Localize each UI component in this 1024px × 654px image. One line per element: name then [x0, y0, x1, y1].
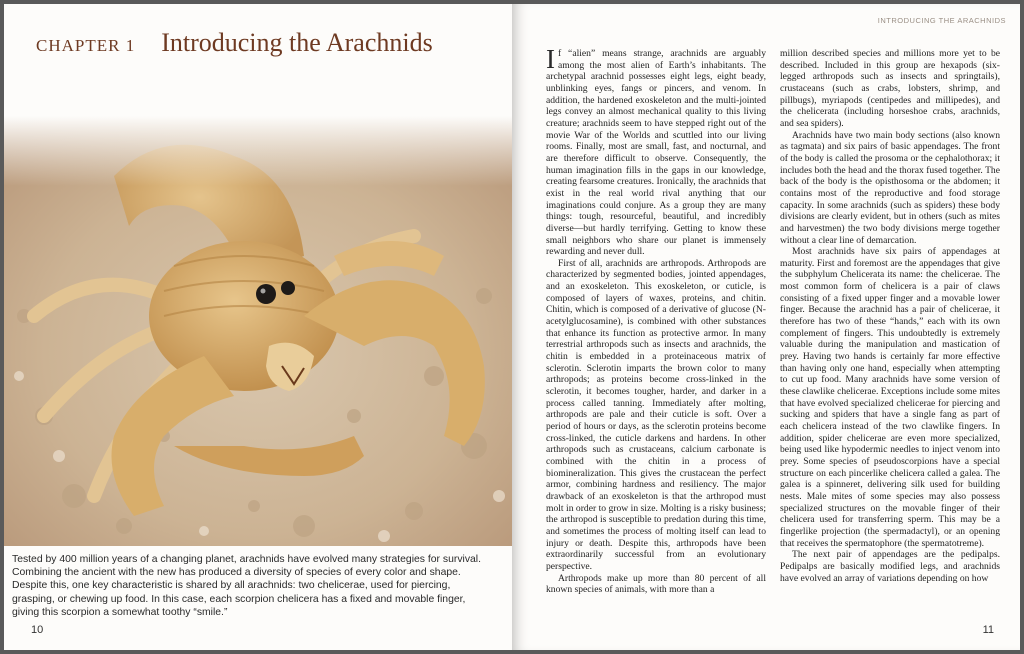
paragraph: If “alien” means strange, arachnids are arguably among the most alien of Earth’s inhabitants. The archetypal arachnid possesses eight legs, eight beady, unblinking eyes, fangs or pincers, and venom. In addition, the hardened exoskeleton and the multi-jointed legs convey an almost mechanical quality to this living creature; arachnids seem to have stepped right out of the movie War of the Worlds and scuttled into our living rooms. Finally, most are small, fast, and nocturnal, and are therefore difficult to observe. Consequently, the human imagination fills in the gaps in our knowledge, creating fearsome creatures. Ironically, the arachnids that exist in the real world rival anything that our imaginations could conjure. As a group they are many things: tough, resourceful, beautiful, and incredibly diverse—but hardly terrifying. Getting to know these small neighbors who share our planet is immensely rewarding and never dull.	[546, 44, 766, 258]
right-page	[512, 4, 1020, 650]
paragraph: Most arachnids have six pairs of appendages at maturity. First and foremost are the appendages that give the subphylum Chelicerata its name: the chelicerae. The most common form of chelicera is a pair of claws consisting of a fixed upper finger and a movable lower finger. Because the arachnid has a pair of chelicerae, it therefore has two of these “hands,” each with its own complement of fingers. This undoubtedly is extremely valuable during the manipulation and mastication of prey. Having two hands is certainly far more effective than having only one hand, especially when attempting to cut up food. Many arachnids have some version of these clawlike chelicerae. Exceptions include some mites that have evolved specialized chelicerae for piercing and sucking and spiders that have a single fang as part of each chelicera instead of the two clawlike fingers. In addition, spider chelicerae are even more specialized, being used like hypodermic needles to inject venom into prey. Some species of pseudoscorpions have a special structure on each pincerlike chelicera called a galea. The galea is a spinneret, delivering silk used for building nests. Male mites of some species may also possess specialized structures on the movable finger of their chelicera used for transferring sperm. This may be a fingerlike projection (the spermadactyl), or an opening that receives the spermatophore (the spermatotreme).	[780, 246, 1000, 549]
text-column-1	[546, 44, 766, 596]
chapter-title: Introducing the Arachnids	[161, 28, 433, 57]
paragraph: Arthropods make up more than 80 percent of all known species of animals, with more than a	[546, 572, 766, 596]
scorpion-photo	[4, 116, 512, 546]
page-number-right: 11	[982, 624, 994, 636]
paragraph: Arachnids have two main body sections (also known as tagmata) and six pairs of basic appendages. The front of the body is called the prosoma or the cephalothorax; it includes both the head and the thorax fused together. The back of the body is the opisthosoma or the abdomen; it contains most of the reproductive and food storage capacity. In some arachnids (such as spiders) these body divisions are clearly evident, but in others (such as mites and harvestmen) the two body divisions merge together without a clear line of demarcation.	[780, 129, 1000, 246]
photo-caption: Tested by 400 million years of a changing planet, arachnids have evolved many strategies for survival. Combining the ancient with the new has produced a diversity of species of every color and shape. Despite this, one key characteristic is shared by all arachnids: two chelicerae, used for piercing, grasping, or chewing up food. In this case, each scorpion chelicera has a fixed and movable finger, giving this scorpion a somewhat toothy “smile.”	[12, 554, 481, 618]
drop-cap: I	[546, 44, 555, 74]
chapter-label: CHAPTER 1	[36, 36, 136, 55]
running-header: INTRODUCING THE ARACHNIDS	[877, 16, 1006, 25]
chapter-heading	[36, 28, 433, 58]
text-column-2	[780, 48, 1000, 584]
paragraph: million described species and millions more yet to be described. Included in this group are hexapods (six-legged arthropods such as insects and springtails), crustaceans (such as crabs, lobsters, shrimp, and pillbugs), myriapods (centipedes and millipedes), and the chelicerata (including horseshoe crabs, arachnids, and sea spiders).	[780, 48, 1000, 129]
paragraph: The next pair of appendages are the pedipalps. Pedipalps are basically modified legs, and arachnids have evolved an array of variations depending on how	[780, 549, 1000, 584]
left-page	[4, 4, 512, 650]
paragraph: First of all, arachnids are arthropods. Arthropods are characterized by segmented bodies, jointed appendages, and an exoskeleton. This exoskeleton, or cuticle, is composed of layers of waxes, proteins, and chitin. Chitin, which is composed of a derivative of glucose (N-acetylglucosamine), is combined with other substances that enhance its function as protective armor. In many terrestrial arthropods such as insects and arachnids, the chitin is embedded in a proteinaceous matrix of sclerotin. Sclerotin imparts the brown color to many arthropods; as proteins become cross-linked in the sclerotin, it becomes tougher, harder, and darker in a process called tanning. Immediately after molting, arthropods are pale and their cuticle is soft. Over a period of hours or days, as the sclerotin proteins become cross-linked, the cuticle darkens and hardens. In other arthropods such as crustaceans, calcium carbonate is combined with the chitin in a process of biomineralization. This gives the crustacean the perfect armor, combining hardness and resiliency. The major drawback of an exoskeleton is that the arthropod must molt in order to grow in size. Molting is a risky business; the arthropod is susceptible to predation during this time, and sometimes the process of molting itself can lead to injury or death. Despite this, arthropods have been extraordinarily successful from an evolutionary perspective.	[546, 257, 766, 572]
book-spread	[4, 4, 1020, 650]
page-number-left: 10	[31, 624, 44, 636]
